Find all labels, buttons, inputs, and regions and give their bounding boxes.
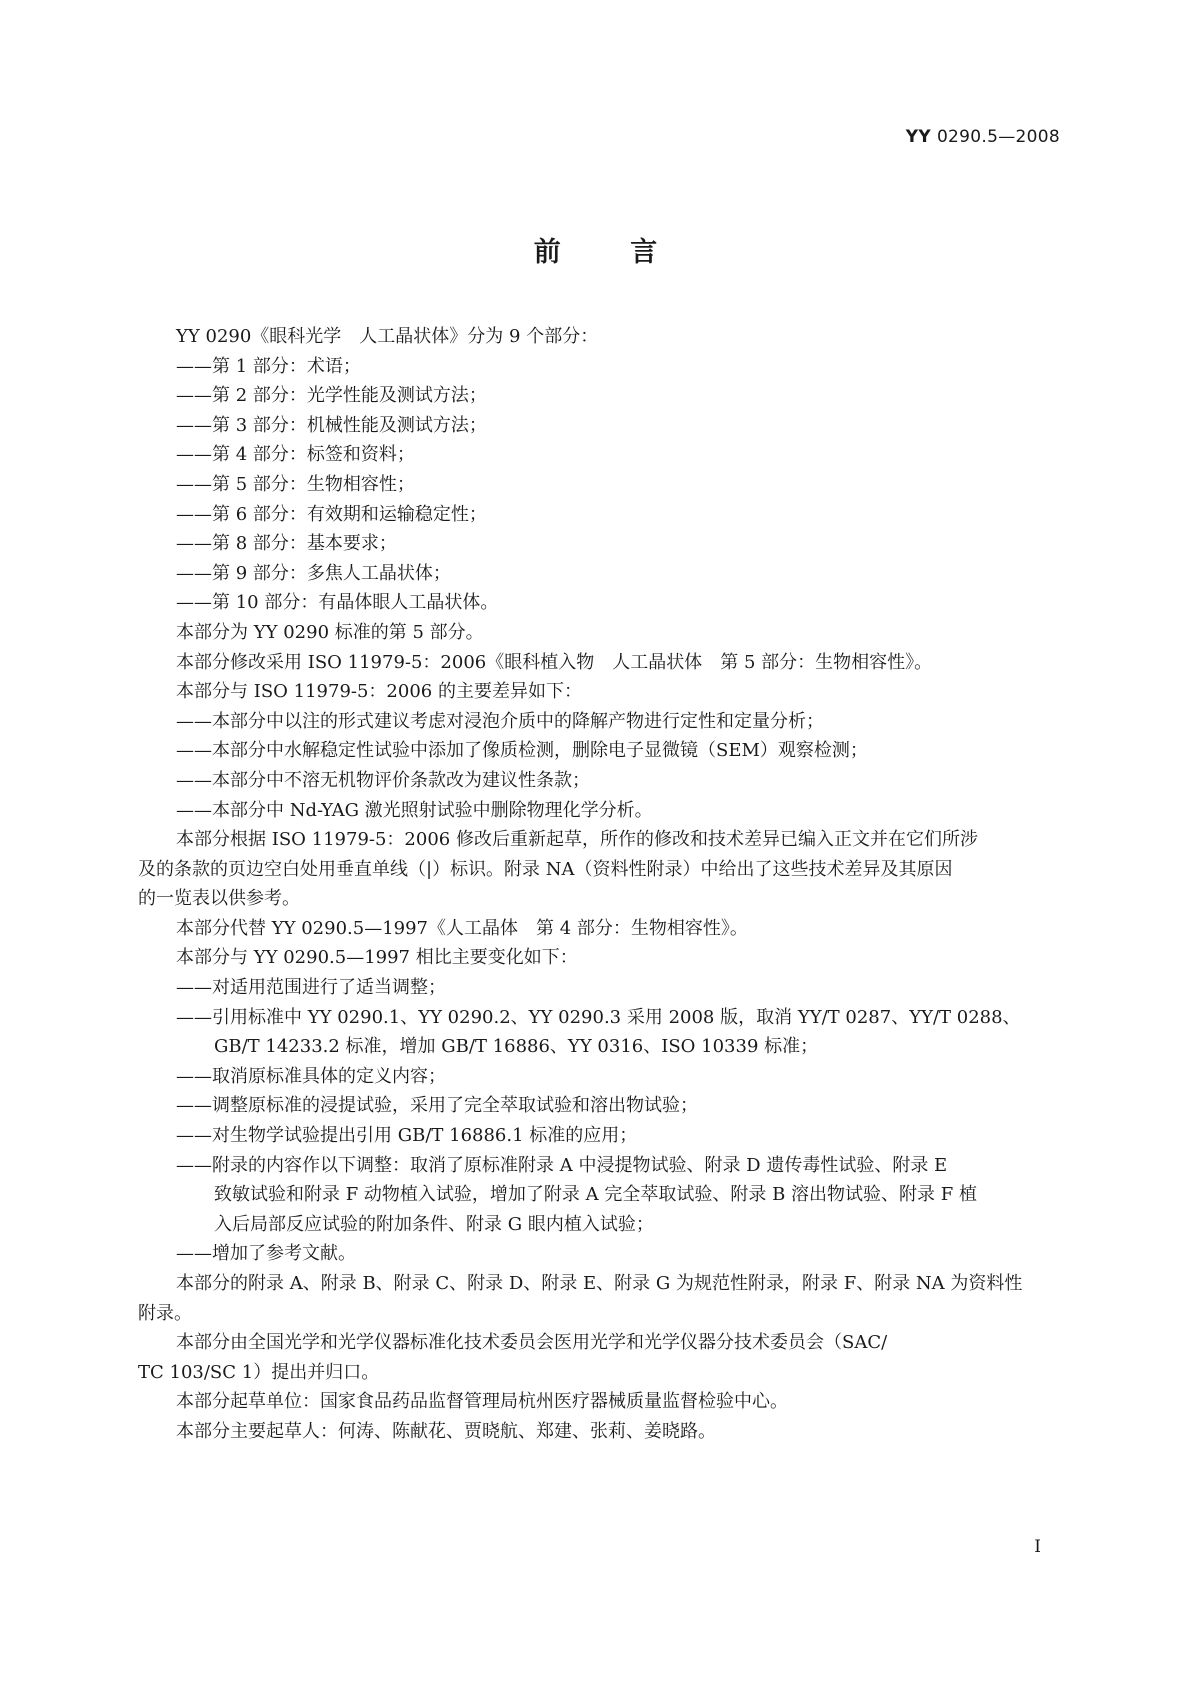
list-item-continuation: GB/T 14233.2 标准，增加 GB/T 16886、YY 0316、ISO 10339 标准； xyxy=(214,1036,819,1058)
list-item: ——取消原标准具体的定义内容； xyxy=(176,1065,446,1087)
list-item: ——第 6 部分：有效期和运输稳定性； xyxy=(176,503,487,525)
list-item: ——第 8 部分：基本要求； xyxy=(176,533,397,555)
list-item: ——第 4 部分：标签和资料； xyxy=(176,444,415,466)
list-item: ——调整原标准的浸提试验，采用了完全萃取试验和溶出物试验； xyxy=(176,1095,698,1117)
paragraph: 本部分根据 ISO 11979-5：2006 修改后重新起草，所作的修改和技术差异已编入正文并在它们所涉 xyxy=(176,829,978,851)
foreword-body xyxy=(138,322,1061,1447)
paragraph: 本部分起草单位：国家食品药品监督管理局杭州医疗器械质量监督检验中心。 xyxy=(176,1391,788,1413)
list-item: ——对生物学试验提出引用 GB/T 16886.1 标准的应用； xyxy=(176,1125,638,1147)
list-item: ——本部分中不溶无机物评价条款改为建议性条款； xyxy=(176,769,590,791)
list-item: ——第 10 部分：有晶体眼人工晶状体。 xyxy=(176,592,499,614)
list-item: ——对适用范围进行了适当调整； xyxy=(176,977,446,999)
list-item-continuation: 入后局部反应试验的附加条件、附录 G 眼内植入试验； xyxy=(214,1213,654,1235)
paragraph-continuation: 附录。 xyxy=(138,1302,192,1324)
paragraph: 本部分的附录 A、附录 B、附录 C、附录 D、附录 E、附录 G 为规范性附录，附录 F、附录 NA 为资料性 xyxy=(176,1273,1023,1294)
paragraph-continuation: 及的条款的页边空白处用垂直单线（|）标识。附录 NA（资料性附录）中给出了这些技术差异及其原因 xyxy=(138,858,953,880)
list-item: ——本部分中 Nd-YAG 激光照射试验中删除物理化学分析。 xyxy=(176,799,653,821)
paragraph: 本部分与 ISO 11979-5：2006 的主要差异如下： xyxy=(176,681,582,703)
paragraph: 本部分代替 YY 0290.5—1997《人工晶体 第 4 部分：生物相容性》。 xyxy=(176,917,748,939)
paragraph-continuation: TC 103/SC 1）提出并归口。 xyxy=(138,1361,380,1383)
list-item: ——第 9 部分：多焦人工晶状体； xyxy=(176,562,451,584)
list-item: ——第 3 部分：机械性能及测试方法； xyxy=(176,414,487,436)
standard-code xyxy=(906,127,1060,147)
list-item: ——第 2 部分：光学性能及测试方法； xyxy=(176,385,487,407)
page-title: 前 言 xyxy=(533,237,688,268)
paragraph: 本部分修改采用 ISO 11979-5：2006《眼科植入物 人工晶状体 第 5 部分：生物相容性》。 xyxy=(176,651,933,673)
paragraph: 本部分主要起草人：何涛、陈献花、贾晓航、郑建、张莉、姜晓路。 xyxy=(176,1420,716,1442)
standard-number: 0290.5—2008 xyxy=(936,127,1060,147)
paragraph: 本部分由全国光学和光学仪器标准化技术委员会医用光学和光学仪器分技术委员会（SAC/ xyxy=(176,1332,888,1354)
list-item: ——附录的内容作以下调整：取消了原标准附录 A 中浸提物试验、附录 D 遗传毒性试验、附录 E xyxy=(176,1154,948,1176)
list-item: ——第 5 部分：生物相容性； xyxy=(176,473,415,495)
paragraph: 本部分与 YY 0290.5—1997 相比主要变化如下： xyxy=(176,947,578,969)
paragraph: YY 0290《眼科光学 人工晶状体》分为 9 个部分： xyxy=(176,326,599,347)
page-number: I xyxy=(1034,1537,1041,1557)
list-item: ——引用标准中 YY 0290.1、YY 0290.2、YY 0290.3 采用 2008 版，取消 YY/T 0287、YY/T 0288、 xyxy=(176,1006,1021,1028)
list-item: ——本部分中以注的形式建议考虑对浸泡介质中的降解产物进行定性和定量分析； xyxy=(176,710,824,732)
list-item: ——本部分中水解稳定性试验中添加了像质检测，删除电子显微镜（SEM）观察检测； xyxy=(176,740,868,762)
paragraph-continuation: 的一览表以供参考。 xyxy=(138,888,300,910)
list-item: ——第 1 部分：术语； xyxy=(176,355,361,377)
standard-prefix: YY xyxy=(905,127,931,147)
list-item: ——增加了参考文献。 xyxy=(176,1243,356,1265)
paragraph: 本部分为 YY 0290 标准的第 5 部分。 xyxy=(176,621,484,643)
list-item-continuation: 致敏试验和附录 F 动物植入试验，增加了附录 A 完全萃取试验、附录 B 溶出物试验、附录 F 植 xyxy=(214,1184,977,1206)
